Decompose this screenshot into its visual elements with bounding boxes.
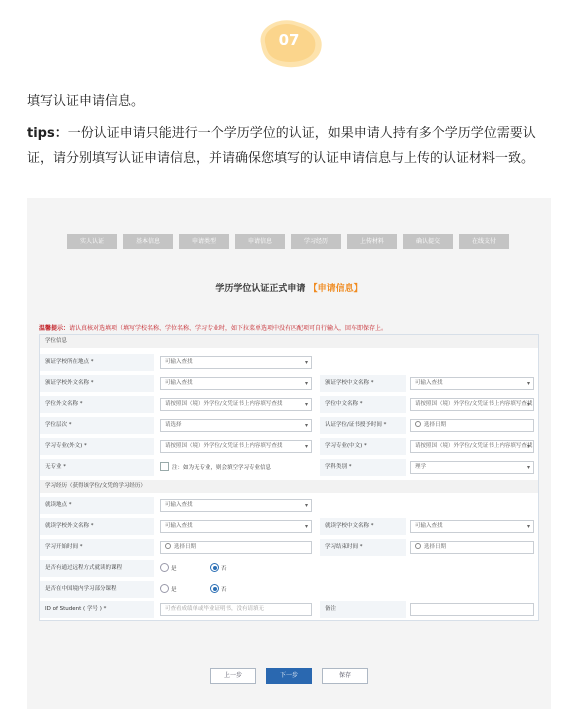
form-buttons <box>27 668 551 684</box>
clock-icon <box>415 543 421 549</box>
major-cn-select[interactable]: 请按照国（境）外学位/文凭证书上内容填写查找 ▾ <box>410 440 534 453</box>
study-location-select[interactable]: 可输入查找 ▾ <box>160 499 312 512</box>
step-tab[interactable]: 基本信息 <box>123 234 173 249</box>
label-degree-en: 学位外文名称 * <box>40 396 154 413</box>
domestic-yes-radio[interactable]: 是 <box>160 584 177 596</box>
tips-label: tips： <box>27 126 68 141</box>
label-student-id: ID of Student ( 学号 ) * <box>40 601 154 618</box>
form-title: 学历学位认证正式申请 【申请信息】 <box>215 284 363 294</box>
step-tab[interactable]: 申请类型 <box>179 234 229 249</box>
label-school-en: 颁证学校外文名称 * <box>40 375 154 392</box>
domestic-no-radio[interactable]: 否 <box>210 584 227 596</box>
step-tab[interactable]: 上传材料 <box>347 234 397 249</box>
radio-icon <box>160 584 169 593</box>
step-tab[interactable]: 申请信息 <box>235 234 285 249</box>
step-tab[interactable]: 确认提交 <box>403 234 453 249</box>
step-tab[interactable]: 在线支付 <box>459 234 509 249</box>
intro-text: 填写认证申请信息。 <box>27 94 145 109</box>
award-date-picker[interactable]: 选择日期 <box>410 419 534 432</box>
study-school-cn-select[interactable]: 可输入查找 ▾ <box>410 520 534 533</box>
label-discipline: 学科类别 * <box>320 459 406 476</box>
clock-icon <box>415 421 421 427</box>
application-form <box>39 334 539 621</box>
warning-text: 温馨提示：请认真核对选填项（填写学校名称、学位名称、学习专业时，如下拉菜单选项中没有匹配项可自行输入，回车即保存上。 <box>39 325 388 332</box>
prev-button[interactable]: 上一步 <box>210 668 256 684</box>
label-end-date: 学习结束时间 * <box>320 539 406 556</box>
label-school-cn: 颁证学校中文名称 * <box>320 375 406 392</box>
student-id-input[interactable]: 可查看成绩单或毕业证明书，没有请填无 <box>160 603 312 616</box>
label-major-cn: 学习专业(中文) * <box>320 438 406 455</box>
label-start-date: 学习开始时间 * <box>40 539 154 556</box>
radio-checked-icon <box>210 584 219 593</box>
label-major-en: 学习专业(外文) * <box>40 438 154 455</box>
tips-paragraph <box>27 121 557 171</box>
school-en-select[interactable]: 可输入查找 ▾ <box>160 377 312 390</box>
label-study-location: 就读地点 * <box>40 497 154 514</box>
label-school-location: 颁证学校所在地点 * <box>40 354 154 371</box>
school-location-select[interactable]: 可输入查找 ▾ <box>160 356 312 369</box>
label-no-major: 无专业 * <box>40 459 154 476</box>
no-major-checkbox[interactable] <box>160 462 169 471</box>
study-school-en-select[interactable]: 可输入查找 ▾ <box>160 520 312 533</box>
distance-no-radio[interactable]: 否 <box>210 563 227 575</box>
school-cn-select[interactable]: 可输入查找 ▾ <box>410 377 534 390</box>
discipline-select[interactable]: 理学 ▾ <box>410 461 534 474</box>
step-tabs <box>67 234 515 249</box>
label-study-school-en: 就读学校外文名称 * <box>40 518 154 535</box>
distance-yes-radio[interactable]: 是 <box>160 563 177 575</box>
label-award-date: 认证学位/证书授予时间 * <box>320 417 406 434</box>
label-remark: 备注 <box>320 601 406 618</box>
label-degree-level: 学位层次 * <box>40 417 154 434</box>
save-button[interactable]: 保存 <box>322 668 368 684</box>
radio-icon <box>160 563 169 572</box>
start-date-picker[interactable]: 选择日期 <box>160 541 312 554</box>
degree-level-select[interactable]: 请选择 ▾ <box>160 419 312 432</box>
next-button[interactable]: 下一步 <box>266 668 312 684</box>
section-study-history: 学习经历（获得该学位/文凭的学习经历） <box>40 480 538 493</box>
label-study-school-cn: 就读学校中文名称 * <box>320 518 406 535</box>
step-tab[interactable]: 学习经历 <box>291 234 341 249</box>
step-number-badge <box>251 14 327 70</box>
label-degree-cn: 学位中文名称 * <box>320 396 406 413</box>
clock-icon <box>165 543 171 549</box>
label-distance-learning: 是否有通过远程方式就读的课程 <box>40 560 154 577</box>
label-domestic-study: 是否在中国境内学习部分课程 <box>40 581 154 598</box>
form-screenshot <box>27 198 551 709</box>
degree-cn-select[interactable]: 请按照国（境）外学位/文凭证书上内容填写查找 ▾ <box>410 398 534 411</box>
radio-checked-icon <box>210 563 219 572</box>
step-number: 07 <box>278 31 300 49</box>
major-en-select[interactable]: 请按照国（境）外学位/文凭证书上内容填写查找 ▾ <box>160 440 312 453</box>
section-degree-info: 学位信息 <box>40 335 538 348</box>
tips-text: 一份认证申请只能进行一个学历学位的认证，如果申请人持有多个学历学位需要认证，请分别填写认证申请信息，并请确保您填写的认证申请信息与上传的认证材料一致。 <box>27 126 536 166</box>
remark-input[interactable] <box>410 603 534 616</box>
no-major-checkbox-row: 注：如为无专业，则会填空学习专业信息 <box>160 462 271 474</box>
end-date-picker[interactable]: 选择日期 <box>410 541 534 554</box>
form-title-tag: 【申请信息】 <box>308 284 363 294</box>
step-tab[interactable]: 实人认证 <box>67 234 117 249</box>
degree-en-select[interactable]: 请按照国（境）外学位/文凭证书上内容填写查找 ▾ <box>160 398 312 411</box>
